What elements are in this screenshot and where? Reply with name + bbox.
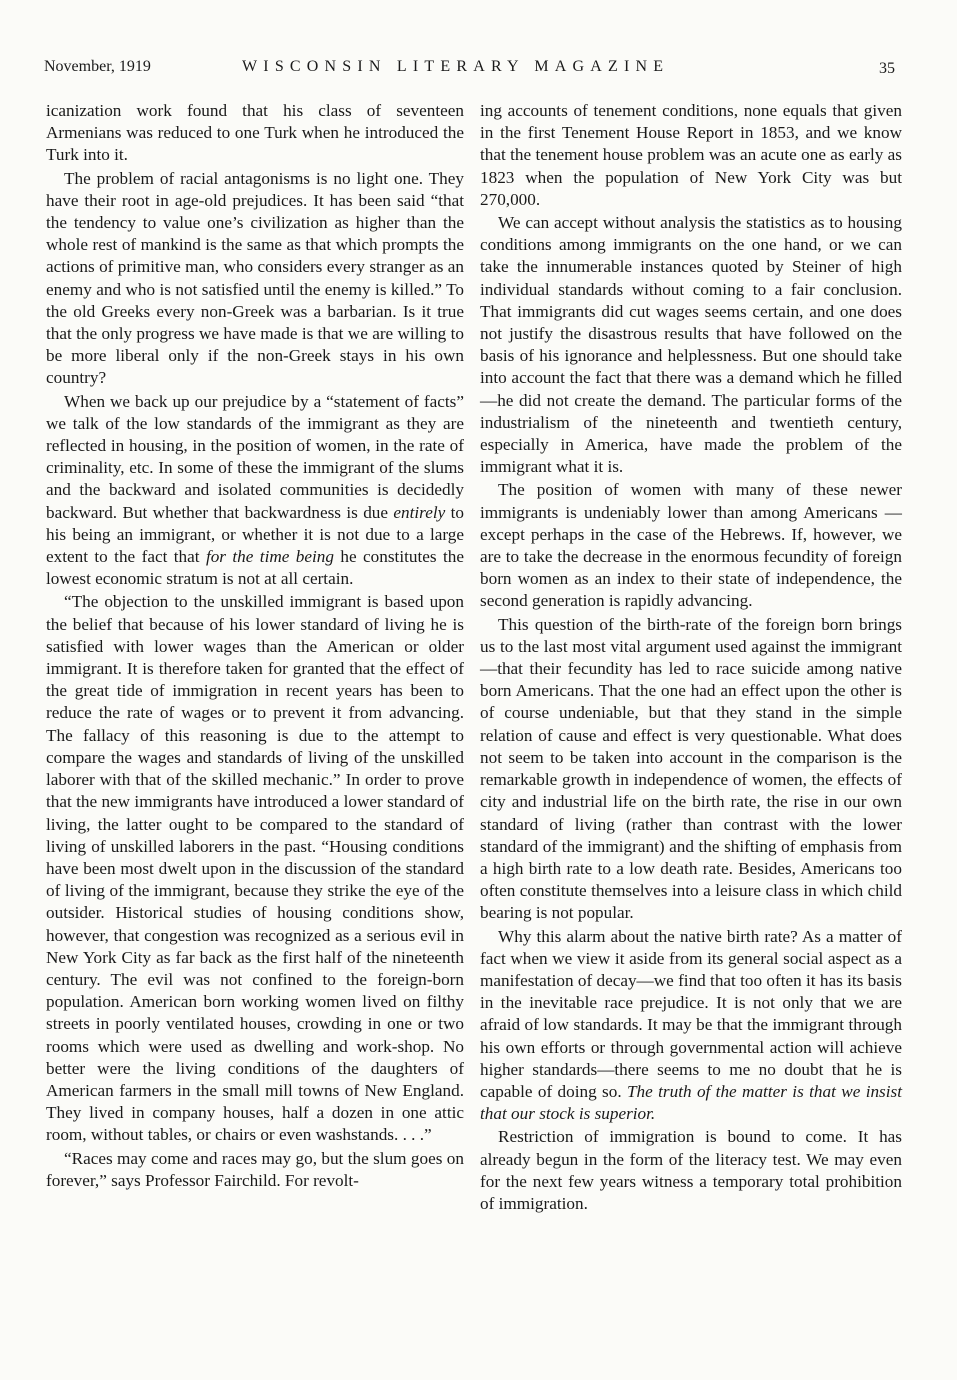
running-header bbox=[44, 58, 895, 82]
page-number: 35 bbox=[879, 60, 895, 77]
paragraph: When we back up our prejudice by a “statement of facts” we talk of the low standards of the immigrant as they are reflected in housing, in the position of women, in the rate of criminality, etc. In some of these the immigrant of the slums and the backward and isolated communities is decidedly backward. But whether that backwardness is due entirely to his being an immigrant, or whether it is not due to a large extent to the fact that for the time being he constitutes the lowest economic stratum is not at all certain. bbox=[46, 391, 464, 589]
paragraph: Why this alarm about the native birth rate? As a matter of fact when we view it aside from its general social aspect as a manifestation of decay—we find that too often it has its basis in the inevitable race prejudice. It is not only that we are afraid of low standards. It may be that the immigrant through his own efforts or through governmental action will achieve higher standards—there seems to me no doubt that he is capable of doing so. The truth of the matter is that we insist that our stock is superior. bbox=[480, 926, 902, 1124]
paragraph: Restriction of immigration is bound to come. It has already begun in the form of the literacy test. We may even for the next few years witness a temporary total prohibition of immigration. bbox=[480, 1127, 902, 1213]
paragraph: icanization work found that his class of seventeen Armenians was reduced to one Turk when he introduced the Turk into it. bbox=[46, 101, 464, 165]
paragraph: We can accept without analysis the statistics as to housing conditions among immigrants on the one hand, or we can take the innumerable instances quoted by Steiner of high individual standards without coming to a fair conclusion. That immigrants did cut wages seems certain, and one does not justify the disastrous results that have followed on the basis of his ignorance and helplessness. But one should take into account the fact that there was a demand which he filled—he did not create the demand. The particular forms of the industrialism of the nineteenth and twentieth century, especially in America, have made the problem of the immigrant what it is. bbox=[480, 213, 902, 477]
right-column bbox=[480, 100, 902, 1215]
left-column bbox=[46, 100, 464, 1192]
paragraph: The problem of racial antagonisms is no light one. They have their root in age-old prejudices. It has been said “that the tendency to value one’s civilization as higher than the whole rest of mankind is the same as that which prompts the actions of primitive man, who considers every stranger as an enemy and who is not satisfied until the enemy is killed.” To the old Greeks every non-Greek was a barbarian. Is it true that the only progress we have made is that we are willing to be more liberal only if the non-Greek stays in his own country? bbox=[46, 168, 464, 388]
emphasis: entirely bbox=[393, 502, 446, 522]
issue-date: November, 1919 bbox=[44, 58, 151, 75]
paragraph: The position of women with many of these newer immigrants is undeniably lower than among Americans —except perhaps in the case of the Hebrews. If, however, we are to take the decrease in the enormous fecundity of foreign born women as an index to their state of independence, the second generation is rapidly advancing. bbox=[480, 480, 902, 611]
emphasis: The truth of the matter is that we insist that our stock is superior. bbox=[480, 1081, 902, 1124]
magazine-title: WISCONSIN LITERARY MAGAZINE bbox=[242, 58, 670, 75]
paragraph: “The objection to the unskilled immigrant is based upon the belief that because of his lower standard of living he is satisfied with lower wages than the American or older immigrant. It is therefore taken for granted that the effect of the great tide of immigration in recent years has been to reduce the rate of wages or to prevent it from advancing. The fallacy of this reasoning is due to the attempt to compare the wages and standards of living of the unskilled laborer with that of the skilled mechanic.” In order to prove that the new immigrants have introduced a lower standard of living, the latter ought to be compared to the standard of living of unskilled laborers in the past. “Housing conditions have been most dwelt upon in the discussion of the standard of living of the immigrant, because they strike the eye of the outsider. Historical studies of housing conditions show, however, that congestion was recognized as a serious evil in New York City as far back as the first half of the nineteenth century. The evil was not confined to the foreign-born population. American born working women lived on filthy streets in poorly ventilated houses, crowding in one or two rooms which were used as dwelling and work-shop. No better were the living conditions of the daughters of American farmers in the small mill towns of New England. They lived in company houses, half a dozen in one attic room, without tables, or chairs or even washstands. . . .” bbox=[46, 592, 464, 1145]
paragraph: This question of the birth-rate of the foreign born brings us to the last most vital argument used against the immigrant—that their fecundity has led to race suicide among native born Americans. That the one had an effect upon the other is of course undeniable, but that they stand in the simple relation of cause and effect is very questionable. What does not seem to be taken into account in the comparison is the remarkable growth in independence of women, the effects of city and industrial life on the birth rate, the rise in our own standard of living (rather than contrast with the lower standard of the immigrant) and the shifting of emphasis from a high birth rate to a low death rate. Besides, Americans too often constitute themselves into a leisure class in which child bearing is not popular. bbox=[480, 614, 902, 923]
emphasis: for the time being bbox=[205, 547, 334, 567]
paragraph: ing accounts of tenement conditions, none equals that given in the first Tenement House Report in 1853, and we know that the tenement house problem was an acute one as early as 1823 when the population of New York City was but 270,000. bbox=[480, 101, 902, 209]
paragraph: “Races may come and races may go, but the slum goes on forever,” says Professor Fairchild. For revolt- bbox=[46, 1148, 464, 1190]
